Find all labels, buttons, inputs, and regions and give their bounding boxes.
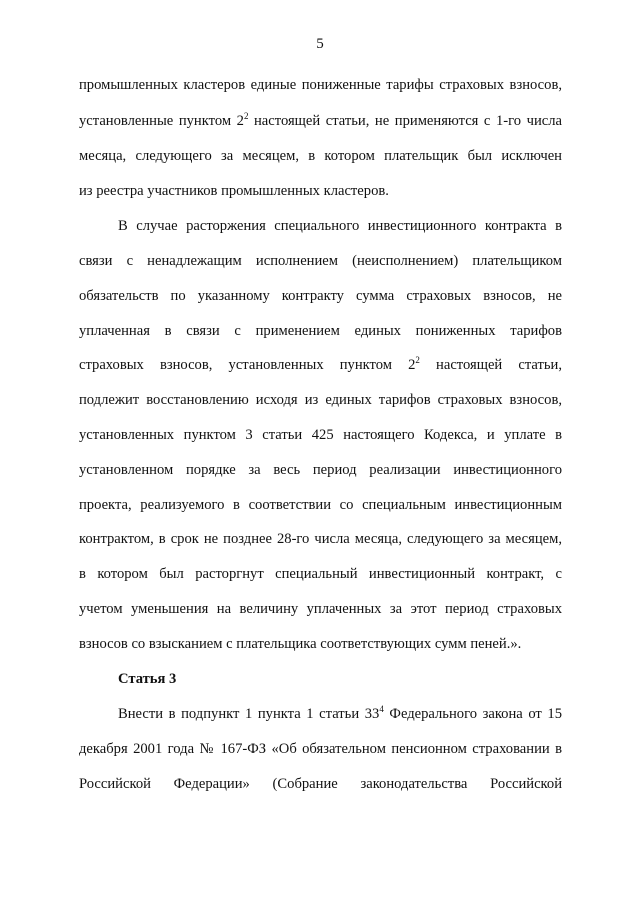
article-heading: Статья 3 — [118, 671, 177, 687]
page-number: 5 — [316, 36, 324, 52]
paragraph-2-line-5 — [79, 356, 562, 374]
paragraph-2-line-2: связи с ненадлежащим исполнением (неисполнением) плательщиком — [79, 253, 562, 269]
text-segment: Федерального закона от 15 — [383, 706, 562, 722]
paragraph-3-line-2: декабря 2001 года № 167-ФЗ «Об обязательном пенсионном страховании в — [79, 741, 562, 757]
paragraph-2-line-12: учетом уменьшения на величину уплаченных за этот период страховых — [79, 601, 562, 617]
text-segment: настоящей статьи, не применяются с 1-го числа — [248, 113, 562, 129]
text-segment: настоящей статьи, — [419, 357, 562, 373]
superscript: 2 — [415, 355, 420, 365]
paragraph-2-line-6: подлежит восстановлению исходя из единых тарифов страховых взносов, — [79, 392, 562, 408]
paragraph-1-line-2 — [79, 112, 562, 130]
paragraph-2-line-1: В случае расторжения специального инвестиционного контракта в — [118, 218, 562, 234]
paragraph-1-line-3: месяца, следующего за месяцем, в котором плательщик был исключен — [79, 148, 562, 164]
paragraph-2-line-13: взносов со взысканием с плательщика соответствующих сумм пеней.». — [79, 636, 522, 652]
text-segment: установленные пунктом 2 — [79, 113, 244, 129]
paragraph-3-line-3: Российской Федерации» (Собрание законодательства Российской — [79, 776, 562, 792]
text-segment: страховых взносов, установленных пунктом 2 — [79, 357, 416, 373]
paragraph-2-line-11: в котором был расторгнут специальный инвестиционный контракт, с — [79, 566, 562, 582]
paragraph-1-line-4: из реестра участников промышленных кластеров. — [79, 183, 389, 199]
superscript: 2 — [243, 111, 249, 121]
paragraph-2-line-3: обязательств по указанному контракту сумма страховых взносов, не — [79, 288, 562, 304]
paragraph-2-line-4: уплаченная в связи с применением единых пониженных тарифов — [79, 323, 562, 339]
paragraph-2-line-7: установленных пунктом 3 статьи 425 настоящего Кодекса, и уплате в — [79, 427, 562, 443]
paragraph-1-line-1: промышленных кластеров единые пониженные тарифы страховых взносов, — [79, 77, 562, 93]
paragraph-2-line-10: контрактом, в срок не позднее 28-го числа месяца, следующего за месяцем, — [79, 531, 562, 547]
text-segment: Внести в подпункт 1 пункта 1 статьи 33 — [118, 706, 380, 722]
superscript: 4 — [379, 704, 384, 714]
paragraph-2-line-8: установленном порядке за весь период реализации инвестиционного — [79, 462, 562, 478]
paragraph-2-line-9: проекта, реализуемого в соответствии со специальным инвестиционным — [79, 497, 562, 513]
paragraph-3-line-1 — [118, 705, 562, 723]
